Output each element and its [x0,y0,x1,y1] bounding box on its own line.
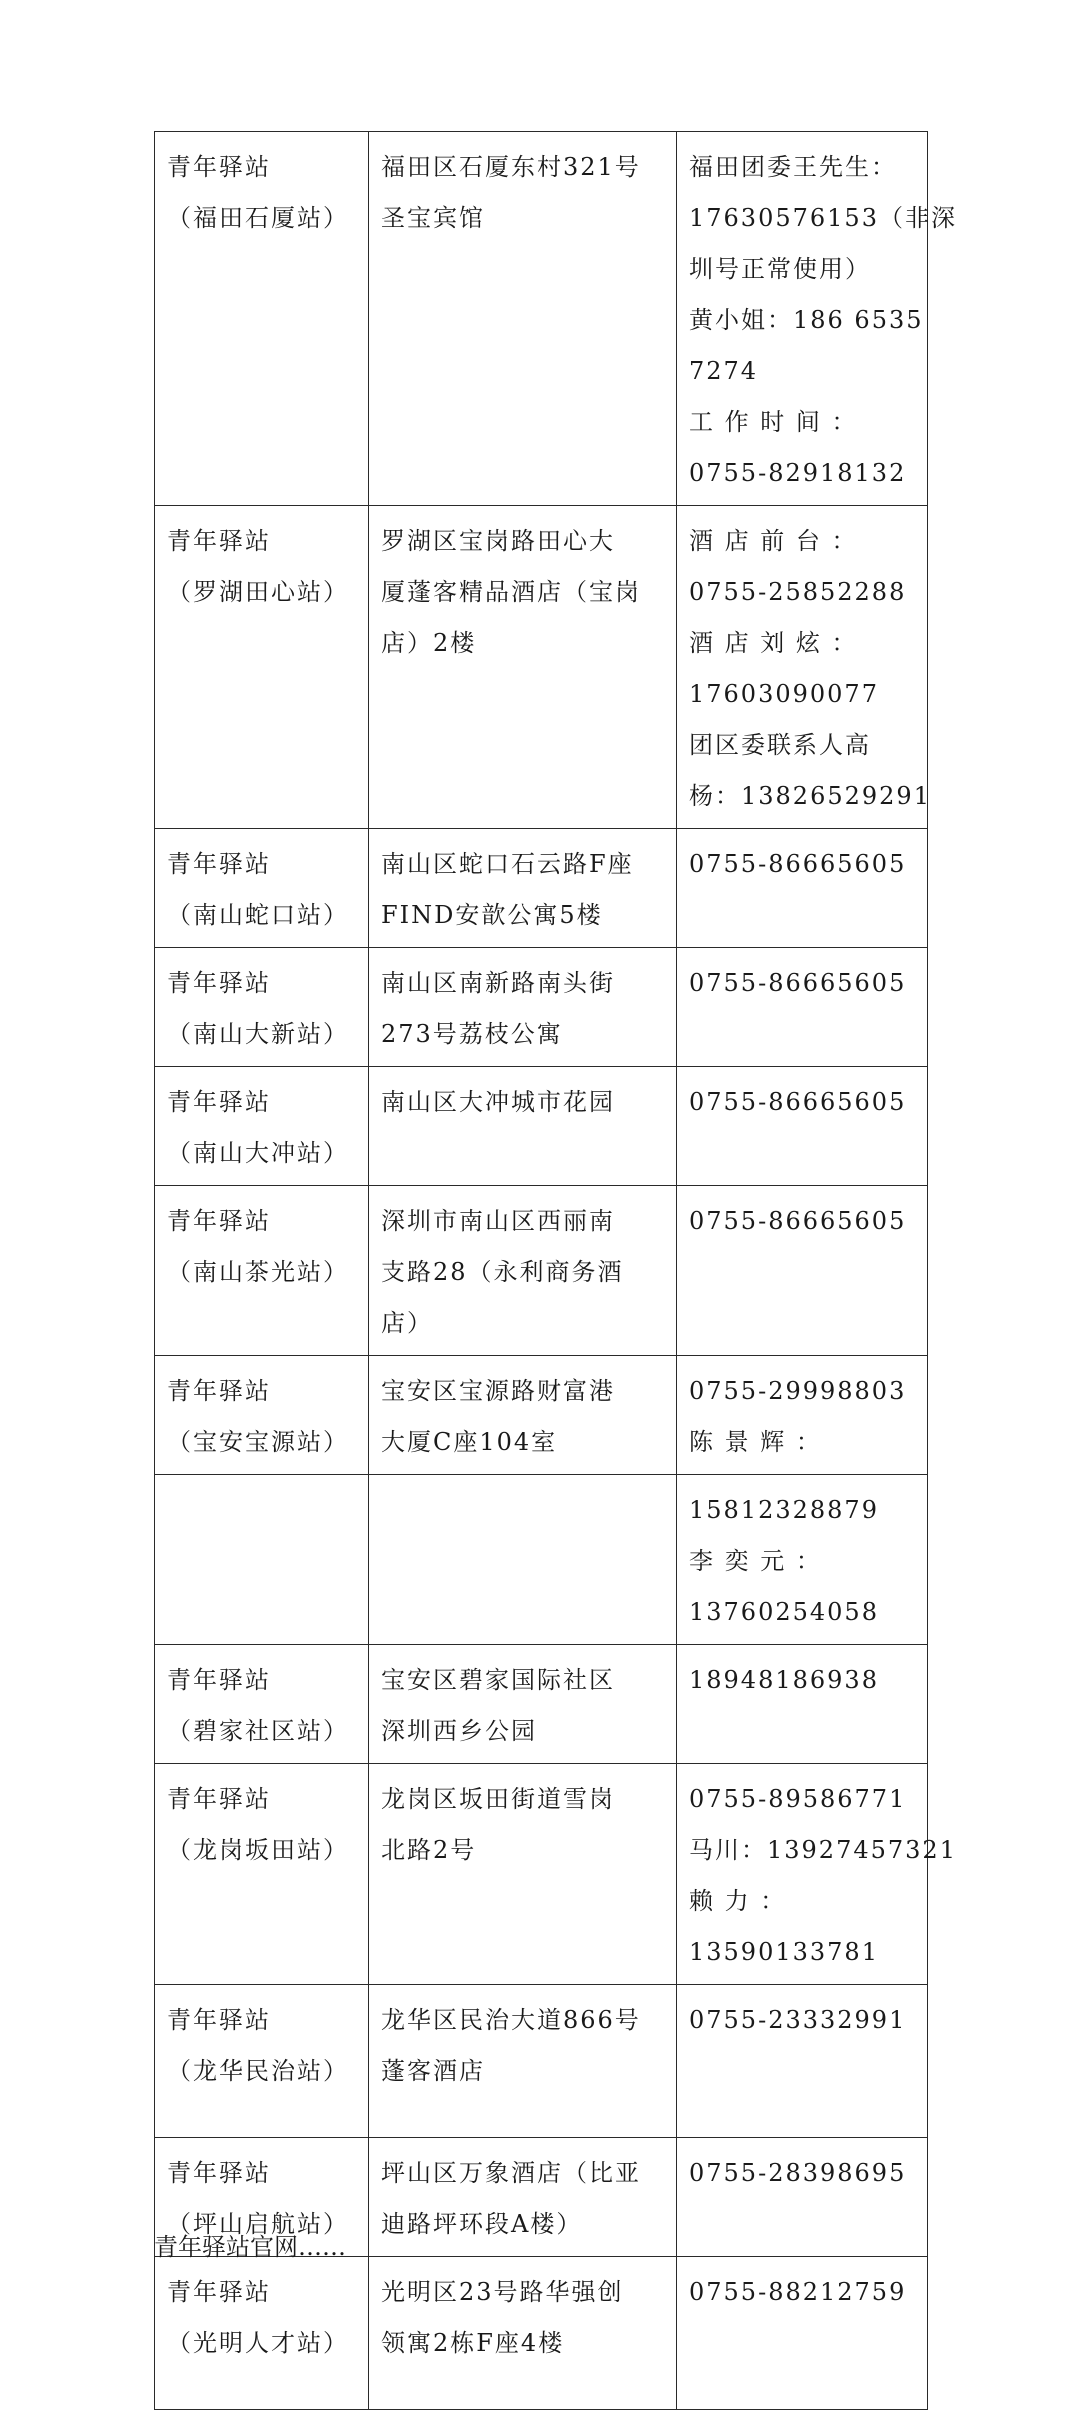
contact-line: 圳号正常使用） [689,255,871,283]
station-name-cell [155,1764,369,1985]
station-name-line: （福田石厦站） [167,204,349,232]
contact-cell [677,132,957,506]
address-cell [369,1067,677,1186]
address-line: 蓬客酒店 [381,2057,485,2085]
address-line: 店）2楼 [381,629,477,657]
station-name-line: 青年驿站 [167,2159,271,2187]
address-cell [369,1985,677,2138]
address-line: 龙华区民治大道866号 [381,2006,641,2034]
address-line: 支路28（永利商务酒 [381,1258,624,1286]
station-name-line: （南山茶光站） [167,1258,349,1286]
station-name-line: 青年驿站 [167,1666,271,1694]
station-name-line: （南山蛇口站） [167,901,349,929]
table-row [155,1067,928,1186]
station-name-line: （龙岗坂田站） [167,1836,349,1864]
station-name-line: 青年驿站 [167,1785,271,1813]
station-name-cell [155,132,369,506]
contact-line: 0755-86665605 [689,850,907,878]
contact-line: 0755-28398695 [689,2159,907,2187]
table-row [155,132,928,506]
address-cell [369,2257,677,2410]
table-row [155,2257,928,2410]
contact-cell [677,1645,928,1764]
contact-line: 0755-25852288 [689,578,907,606]
address-line: FIND安歆公寓5楼 [381,901,603,929]
contact-line: 李 奕 元 ： [689,1547,822,1575]
station-name-line: 青年驿站 [167,2006,271,2034]
station-name-cell [155,1645,369,1764]
station-name-line: （碧家社区站） [167,1717,349,1745]
contact-line: 酒 店 前 台 ： [689,527,858,555]
stations-table [154,131,957,2410]
address-line: 大厦C座104室 [381,1428,558,1456]
address-cell [369,829,677,948]
station-name-cell [155,1475,369,1645]
contact-cell [677,1186,928,1356]
station-name-line: （龙华民治站） [167,2057,349,2085]
contact-line: 7274 [689,357,759,385]
address-line: 领寓2栋F座4楼 [381,2329,565,2357]
station-name-line: 青年驿站 [167,153,271,181]
address-cell [369,948,677,1067]
contact-line: 工 作 时 间 ： [689,408,858,436]
address-cell [369,132,677,506]
contact-line: 0755-88212759 [689,2278,907,2306]
contact-cell [677,506,931,829]
station-name-line: 青年驿站 [167,1088,271,1116]
table-row [155,1764,928,1985]
station-name-line: （光明人才站） [167,2329,349,2357]
address-line: 罗湖区宝岗路田心大 [381,527,615,555]
station-name-cell [155,948,369,1067]
contact-line: 0755-23332991 [689,2006,907,2034]
station-name-line: （宝安宝源站） [167,1428,349,1456]
station-name-line: 青年驿站 [167,969,271,997]
table-row [155,948,928,1067]
address-cell [369,1764,677,1985]
contact-cell [677,829,928,948]
contact-cell [677,2257,928,2410]
contact-line: 0755-86665605 [689,1088,907,1116]
address-line: 圣宝宾馆 [381,204,485,232]
footer-text: 青年驿站官网…… [154,2233,346,2261]
contact-line: 0755-29998803 [689,1377,907,1405]
table-row [155,1356,928,1475]
address-line: 福田区石厦东村321号 [381,153,641,181]
contact-cell [677,1985,928,2138]
address-line: 光明区23号路华强创 [381,2278,624,2306]
table-row [155,1645,928,1764]
address-line: 深圳市南山区西丽南 [381,1207,615,1235]
address-cell [369,1475,677,1645]
contact-line: 13590133781 [689,1938,879,1966]
table-row [155,1186,928,1356]
contact-line: 17603090077 [689,680,879,708]
contact-line: 0755-82918132 [689,459,907,487]
address-line: 厦蓬客精品酒店（宝岗 [381,578,641,606]
address-cell [369,2138,677,2257]
contact-line: 17630576153（非深 [689,204,957,232]
contact-line: 福田团委王先生： [689,153,897,181]
contact-line: 0755-86665605 [689,1207,907,1235]
contact-line: 杨：13826529291 [689,782,931,810]
station-name-line: 青年驿站 [167,2278,271,2306]
address-line: 南山区大冲城市花园 [381,1088,615,1116]
station-name-line: 青年驿站 [167,850,271,878]
contact-cell [677,1067,928,1186]
address-line: 宝安区碧家国际社区 [381,1666,615,1694]
contact-line: 酒 店 刘 炫 ： [689,629,858,657]
address-line: 273号荔枝公寓 [381,1020,563,1048]
contact-line: 黄小姐：186 6535 [689,306,924,334]
table-row [155,829,928,948]
station-name-line: （南山大冲站） [167,1139,349,1167]
contact-line: 0755-86665605 [689,969,907,997]
address-line: 南山区南新路南头街 [381,969,615,997]
contact-line: 13760254058 [689,1598,879,1626]
contact-line: 赖 力 ： [689,1887,787,1915]
contact-line: 0755-89586771 [689,1785,907,1813]
station-name-cell [155,1067,369,1186]
address-line: 宝安区宝源路财富港 [381,1377,615,1405]
station-name-cell [155,1186,369,1356]
table-row [155,1985,928,2138]
address-cell [369,506,677,829]
contact-cell [677,1475,928,1645]
station-name-line: 青年驿站 [167,1207,271,1235]
address-cell [369,1645,677,1764]
station-name-cell [155,829,369,948]
table-row [155,506,928,829]
station-name-cell [155,1356,369,1475]
contact-line: 15812328879 [689,1496,879,1524]
address-line: 坪山区万象酒店（比亚 [381,2159,641,2187]
station-name-line: （坪山启航站） [167,2210,349,2238]
address-line: 店） [381,1309,433,1337]
station-name-line: 青年驿站 [167,527,271,555]
address-line: 龙岗区坂田街道雪岗 [381,1785,615,1813]
contact-cell [677,948,928,1067]
station-name-cell [155,2257,369,2410]
station-name-cell [155,506,369,829]
address-cell [369,1356,677,1475]
contact-line: 团区委联系人高 [689,731,871,759]
address-line: 深圳西乡公园 [381,1717,537,1745]
station-name-line: （罗湖田心站） [167,578,349,606]
table-row [155,1475,928,1645]
station-name-cell [155,1985,369,2138]
contact-cell [677,1764,957,1985]
contact-line: 陈 景 辉 ： [689,1428,822,1456]
address-line: 北路2号 [381,1836,477,1864]
station-name-line: 青年驿站 [167,1377,271,1405]
contact-line: 18948186938 [689,1666,879,1694]
station-name-line: （南山大新站） [167,1020,349,1048]
contact-line: 马川：13927457321 [689,1836,957,1864]
address-cell [369,1186,677,1356]
contact-cell [677,2138,928,2257]
address-line: 南山区蛇口石云路F座 [381,850,634,878]
contact-cell [677,1356,928,1475]
address-line: 迪路坪环段A楼） [381,2210,583,2238]
